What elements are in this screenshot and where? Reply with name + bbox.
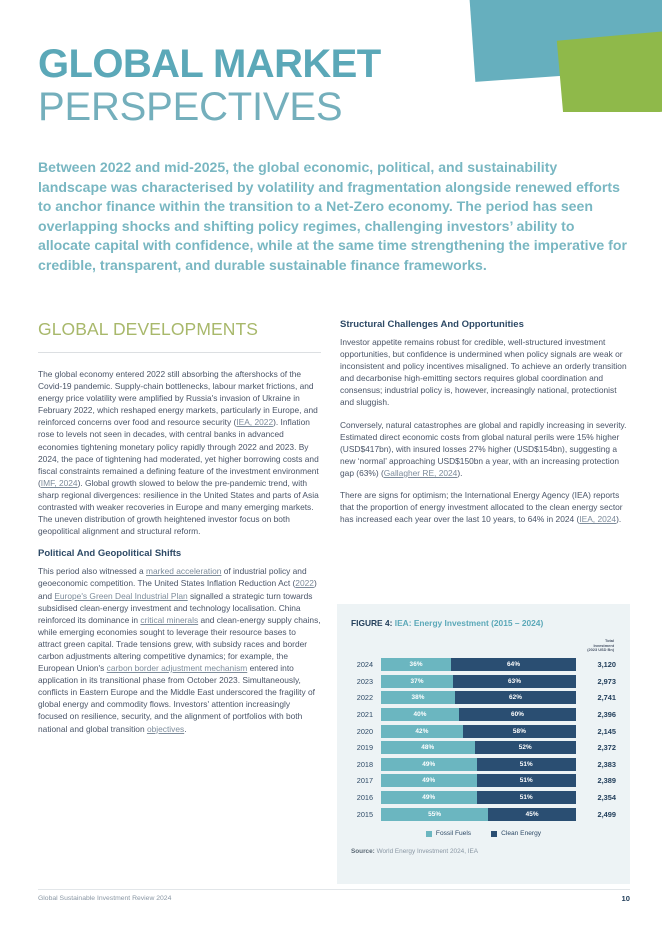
bar-segment-clean-energy: 63% [453, 675, 576, 688]
bar-segment-fossil-fuels: 37% [381, 675, 453, 688]
link-critical-minerals[interactable]: critical minerals [140, 614, 199, 625]
footer-document-title: Global Sustainable Investment Review 2024 [38, 895, 172, 902]
bar-segment-clean-energy: 58% [463, 725, 576, 738]
chart-row-total-investment: 2,383 [597, 759, 616, 769]
text-run: and clean-energy supply chains, while emerging economies sought to leverage their resource bases to attract green capital. Trade tensions grew, with subsidy races and border carbon adjustments altering competitive dynamics; for example, the European Union's [38, 614, 321, 674]
link-green-deal-industrial-plan[interactable]: Europe's Green Deal Industrial Plan [54, 590, 188, 601]
legend-label: Clean Energy [501, 830, 542, 838]
chart-stacked-bar [381, 725, 576, 738]
link-iea-2024[interactable]: IEA, 2024 [579, 514, 617, 525]
chart-stacked-bar [381, 708, 576, 721]
chart-row [351, 757, 616, 771]
text-run: This period also witnessed a [38, 566, 146, 577]
text-run: There are signs for optimism; the International Energy Agency (IEA) reports that the proportion of energy investment allocated to the clean energy sector has increased each year over the last 10 years, to 64% in 2024 ( [340, 490, 623, 525]
chart-stacked-bar [381, 808, 576, 821]
bar-segment-fossil-fuels: 55% [381, 808, 488, 821]
chart-row-total-investment: 3,120 [597, 660, 616, 670]
subheading-political-geopolitical-shifts: Political And Geopolitical Shifts [38, 548, 182, 560]
chart-row-total-investment: 2,389 [597, 776, 616, 786]
text-run: ). [457, 467, 463, 478]
chart-row [351, 708, 616, 722]
teal-parallelogram-shape [469, 0, 662, 82]
chart-row-total-investment: 2,973 [597, 676, 616, 686]
chart-stacked-bar [381, 691, 576, 704]
figure-panel-energy-investment [337, 604, 630, 884]
chart-row [351, 791, 616, 805]
page-title [38, 44, 468, 130]
legend-item [426, 830, 471, 837]
chart-row-total-investment: 2,741 [597, 693, 616, 703]
chart-stacked-bar [381, 758, 576, 771]
text-run: signalled a strategic turn towards subsidised clean-energy investment and technology localisation. China reinforced its dominance in [38, 590, 313, 625]
figure-title-text: IEA: Energy Investment (2015 – 2024) [392, 618, 544, 628]
link-ira-2022[interactable]: 2022 [295, 578, 314, 589]
link-gallagher-re-2024[interactable]: Gallagher RE, 2024 [383, 467, 458, 478]
bar-segment-clean-energy: 64% [451, 658, 576, 671]
paragraph-signs-for-optimism [340, 489, 628, 525]
bar-segment-clean-energy: 51% [477, 758, 576, 771]
column-header-line-2: Investment [593, 642, 614, 648]
chart-row-total-investment: 2,499 [597, 809, 616, 819]
chart-row-year: 2015 [356, 809, 373, 819]
chart-row [351, 774, 616, 788]
subheading-structural-challenges: Structural Challenges And Opportunities [340, 319, 524, 330]
chart-row [351, 658, 616, 672]
text-run: . [184, 723, 187, 734]
bar-segment-fossil-fuels: 49% [381, 758, 477, 771]
chart-row-year: 2021 [356, 710, 373, 720]
right-column [340, 318, 628, 535]
bar-segment-fossil-fuels: 49% [381, 791, 477, 804]
chart-row [351, 807, 616, 821]
bar-segment-clean-energy: 60% [459, 708, 576, 721]
paragraph-investor-appetite: Investor appetite remains robust for credible, well-structured investment opportunities, but confidence is undermined when policy signals are weak or inconsistent and policy incentives misaligned. To achieve an orderly transition and decarbonise high-emitting sectors requires global coordination and consensus; industrial policy is, however, increasingly national, protectionist and sluggish. [340, 337, 627, 408]
text-run: Conversely, natural catastrophes are global and rapidly increasing in severity. Estimated direct economic costs from global natural perils were 15% higher (USD$417bn), with insured losses 27% higher (USD$154bn), suggesting a new ‘normal’ approaching USD$150bn a year, with an increasing protection gap (63%) ( [340, 419, 627, 478]
chart-row-total-investment: 2,372 [597, 743, 616, 753]
footer-divider [38, 889, 630, 890]
title-line-secondary: PERSPECTIVES [38, 85, 343, 129]
legend-item [491, 830, 541, 837]
chart-row-year: 2017 [356, 776, 373, 786]
chart-legend [351, 830, 616, 837]
chart-row-total-investment: 2,145 [597, 726, 616, 736]
text-run: entered into application in its transitional phase from October 2023. Simultaneously, conflicts in Eastern Europe and the Middle East underscored the fragility of global energy and commodity flows. Investors' attention increasingly focused on resilience, security, and the alignment of portfolios with both national and global transition [38, 663, 315, 734]
link-iea-2022[interactable]: IEA, 2022 [236, 417, 274, 428]
chart-row-year: 2019 [356, 743, 373, 753]
text-run: of industrial policy and geoeconomic competition. The United States Inflation Reduction Act ( [38, 566, 307, 589]
chart-row [351, 674, 616, 688]
chart-stacked-bar [381, 791, 576, 804]
paragraph-industrial-policy [38, 565, 321, 734]
paragraph-global-economy [38, 368, 321, 537]
bar-segment-clean-energy: 52% [475, 741, 576, 754]
footer-page-number: 10 [621, 894, 630, 903]
bar-segment-clean-energy: 62% [455, 691, 576, 704]
paragraph-natural-catastrophes [340, 419, 628, 479]
bar-segment-clean-energy: 51% [477, 791, 576, 804]
text-run: ). Inflation rose to levels not seen in decades, with central banks in advanced economies tightening monetary policy rapidly through 2022 and 2023. By 2024, the pace of tightening had moderated, yet higher borrowing costs and fiscal constraints remained a defining feature of the investment environment ( [38, 417, 319, 488]
chart-row-year: 2023 [356, 676, 373, 686]
chart-stacked-bar [381, 774, 576, 787]
chart-row [351, 691, 616, 705]
chart-stacked-bar [381, 675, 576, 688]
title-line-primary: GLOBAL MARKET [38, 42, 381, 86]
figure-source [351, 848, 616, 855]
chart-column-header-total-investment [351, 639, 616, 653]
bar-segment-clean-energy: 45% [488, 808, 576, 821]
column-header-line-1: Total [604, 638, 614, 643]
lede-paragraph: Between 2022 and mid-2025, the global economic, political, and sustainability landscape was characterised by volatility and fragmentation alongside renewed efforts to anchor finance within the transition to a Net-Zero economy. The period has seen overlapping shocks and shifting policy regimes, challenging investors’ ability to allocate capital with confidence, while at the same time strengthening the imperative for credible, transparent, and durable sustainable finance frameworks. [38, 159, 627, 273]
source-label: Source: [351, 848, 375, 856]
source-text: World Energy Investment 2024, IEA [374, 848, 479, 856]
legend-label: Fossil Fuels [435, 830, 472, 838]
text-run: ). [616, 514, 622, 525]
figure-label: FIGURE 4: [351, 618, 393, 628]
chart-row [351, 724, 616, 738]
chart-row-year: 2016 [356, 793, 373, 803]
decorative-corner-shapes [440, 0, 662, 112]
link-objectives[interactable]: objectives [146, 723, 185, 734]
legend-swatch-icon [426, 831, 432, 837]
link-marked-acceleration[interactable]: marked acceleration [146, 566, 222, 577]
bar-segment-fossil-fuels: 40% [381, 708, 459, 721]
chart-row-year: 2020 [356, 726, 373, 736]
green-parallelogram-shape [557, 28, 662, 112]
bar-segment-fossil-fuels: 42% [381, 725, 463, 738]
chart-row-year: 2018 [356, 759, 373, 769]
link-carbon-border-adjustment-mechanism[interactable]: carbon border adjustment mechanism [106, 663, 248, 674]
text-run: The global economy entered 2022 still absorbing the aftershocks of the Covid-19 pandemic. Supply-chain bottlenecks, labour market frictions, and energy price volatility were amplified by Russia's invasion of Ukraine in February 2022, which reshaped energy markets, particularly in Europe, and reinforced concerns over food and resource security ( [38, 369, 318, 428]
section-heading-global-developments: GLOBAL DEVELOPMENTS [38, 319, 259, 339]
chart-row-total-investment: 2,396 [597, 710, 616, 720]
chart-rows-container [351, 658, 616, 821]
chart-row-total-investment: 2,354 [597, 793, 616, 803]
chart-row-year: 2024 [356, 660, 373, 670]
column-header-line-3: (2023 USD Bn) [587, 647, 614, 653]
legend-swatch-icon [491, 831, 497, 837]
text-run: ). Global growth slowed to below the pre-pandemic trend, with sharp regional divergences: resilience in the United States and parts of Asia contrasted with weaker recoveries in Europe and many emerging markets. The uneven distribution of growth heightened investor focus on both geopolitical alignment and structural reform. [38, 477, 319, 537]
text-run: ) and [38, 578, 317, 601]
left-column [38, 318, 321, 745]
bar-segment-fossil-fuels: 38% [381, 691, 455, 704]
link-imf-2024[interactable]: IMF, 2024 [40, 477, 78, 488]
chart-stacked-bar [381, 658, 576, 671]
bar-segment-fossil-fuels: 48% [381, 741, 475, 754]
figure-title [351, 617, 616, 629]
chart-stacked-bar [381, 741, 576, 754]
bar-segment-clean-energy: 51% [477, 774, 576, 787]
chart-row [351, 741, 616, 755]
chart-row-year: 2022 [356, 693, 373, 703]
bar-segment-fossil-fuels: 49% [381, 774, 477, 787]
heading-divider [38, 352, 321, 353]
bar-segment-fossil-fuels: 36% [381, 658, 451, 671]
